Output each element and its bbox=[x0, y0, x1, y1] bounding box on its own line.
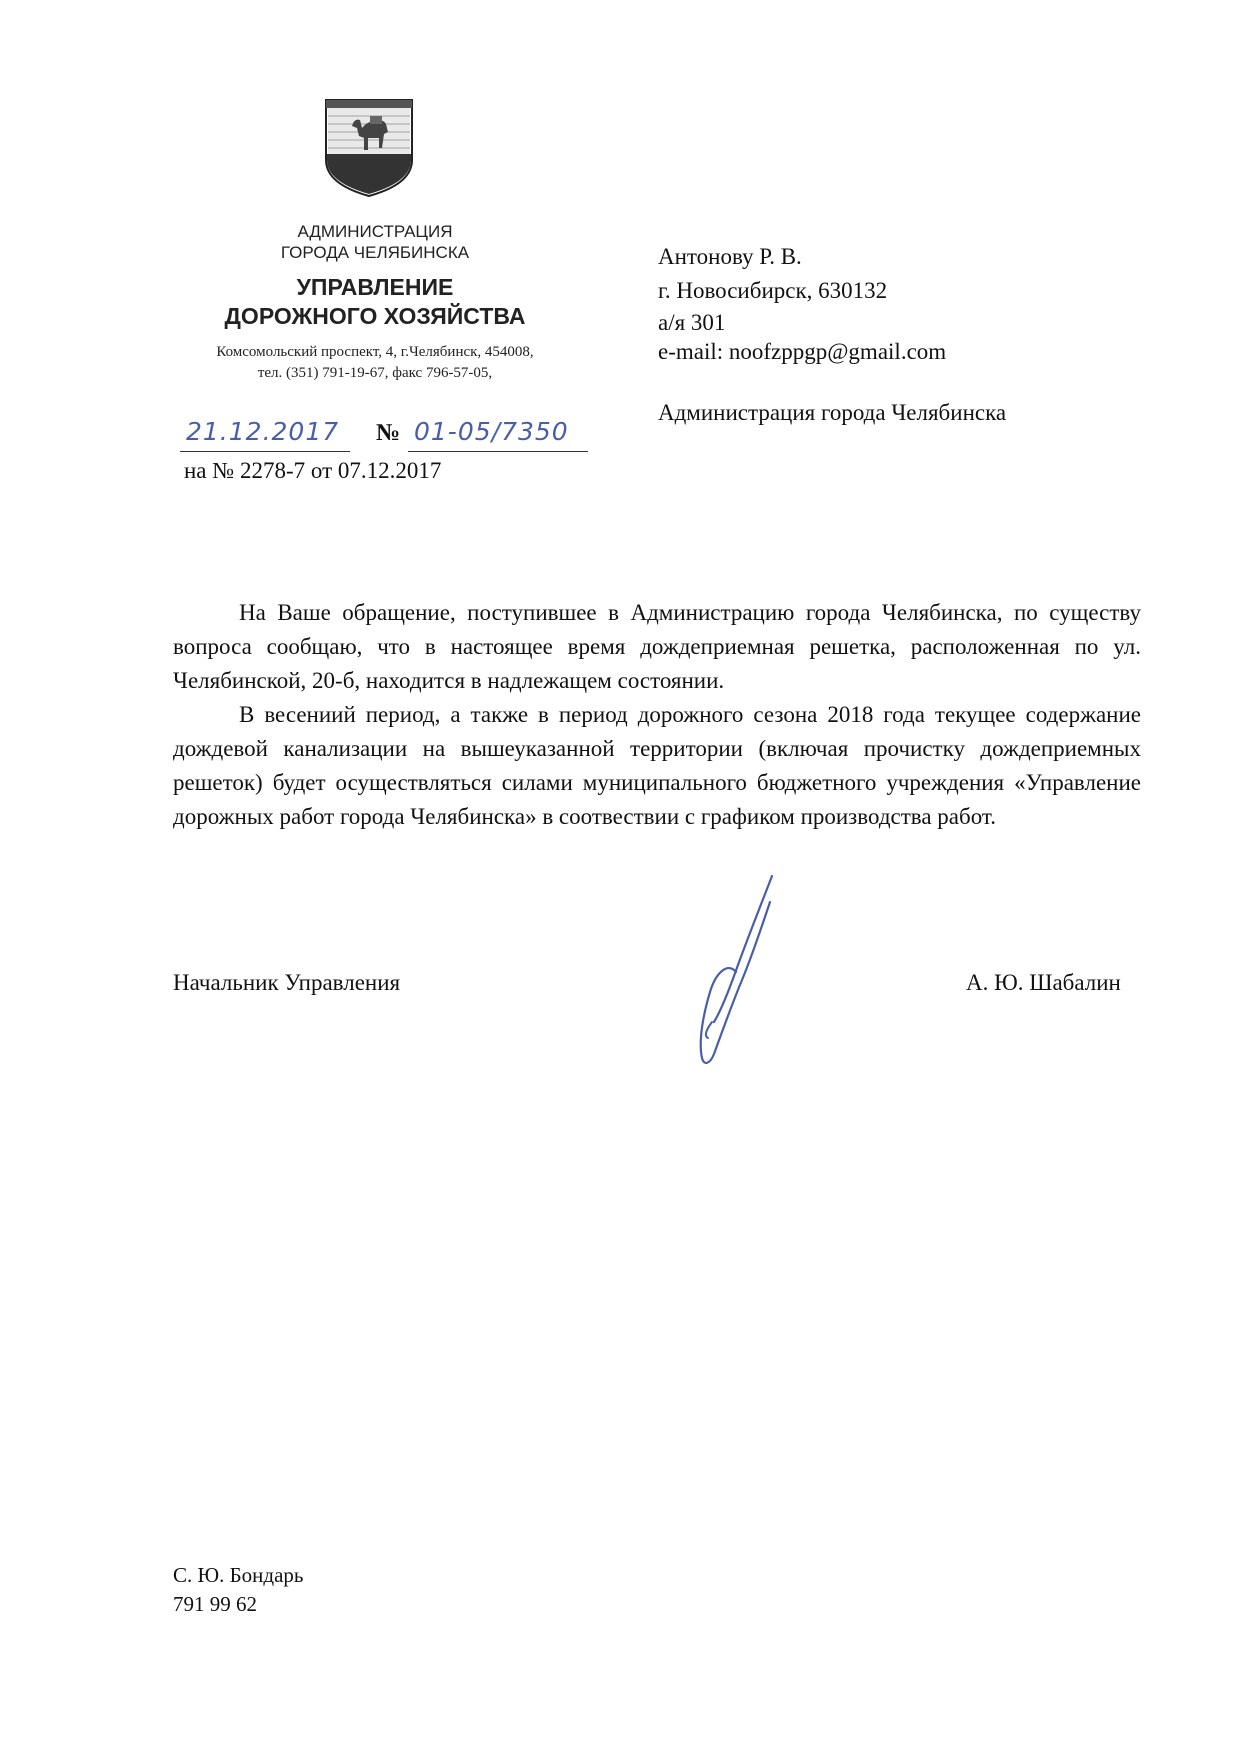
registration-line bbox=[180, 417, 610, 453]
org-name-line: ГОРОДА ЧЕЛЯБИНСКА bbox=[280, 243, 470, 262]
recipient-po-box: а/я 301 bbox=[658, 310, 726, 335]
executor-name: С. Ю. Бондарь bbox=[173, 1563, 304, 1587]
registration-date: 21.12.2017 bbox=[186, 417, 340, 446]
recipient-name: Антонову Р. В. bbox=[658, 244, 802, 269]
number-sign: № bbox=[376, 420, 401, 446]
executor-phone: 791 99 62 bbox=[173, 1592, 257, 1616]
body-paragraph: На Ваше обращение, поступившее в Администрацию города Челябинска, по существу вопроса сообщаю, что в настоящее время дождеприемная решетка, расположенная по ул. Челябинской, 20-б, находится в надлежащем состоянии. bbox=[173, 600, 1141, 693]
registration-number: 01-05/7350 bbox=[414, 417, 569, 446]
signer-name: А. Ю. Шабалин bbox=[966, 970, 1121, 995]
org-contacts: тел. (351) 791-19-67, факс 796-57-05, bbox=[257, 365, 493, 381]
copy-recipient: Администрация города Челябинска bbox=[658, 400, 1007, 425]
handwritten-signature bbox=[676, 872, 786, 1068]
department-name-line: УПРАВЛЕНИЕ bbox=[296, 274, 454, 300]
department-name-line: ДОРОЖНОГО ХОЗЯЙСТВА bbox=[224, 303, 526, 329]
recipient-city: г. Новосибирск, 630132 bbox=[658, 278, 888, 303]
reference-number: на № 2278-7 от 07.12.2017 bbox=[184, 458, 442, 483]
signer-position: Начальник Управления bbox=[173, 970, 401, 995]
coat-of-arms-emblem bbox=[324, 98, 414, 198]
number-underline bbox=[408, 451, 588, 452]
body-paragraph: В весениий период, а также в период дорожного сезона 2018 года текущее содержание дождевой канализации на вышеуказанной территории (включая прочистку дождеприемных решеток) будет осуществляться силами муниципального бюджетного учреждения «Управление дорожных работ города Челябинска» в соотвествии с графиком производства работ. bbox=[173, 702, 1141, 829]
recipient-email: e-mail: noofzppgp@gmail.com bbox=[658, 339, 947, 364]
org-address: Комсомольский проспект, 4, г.Челябинск, 454008, bbox=[216, 344, 534, 360]
date-underline bbox=[180, 451, 350, 452]
org-name-line: АДМИНИСТРАЦИЯ bbox=[297, 222, 453, 241]
